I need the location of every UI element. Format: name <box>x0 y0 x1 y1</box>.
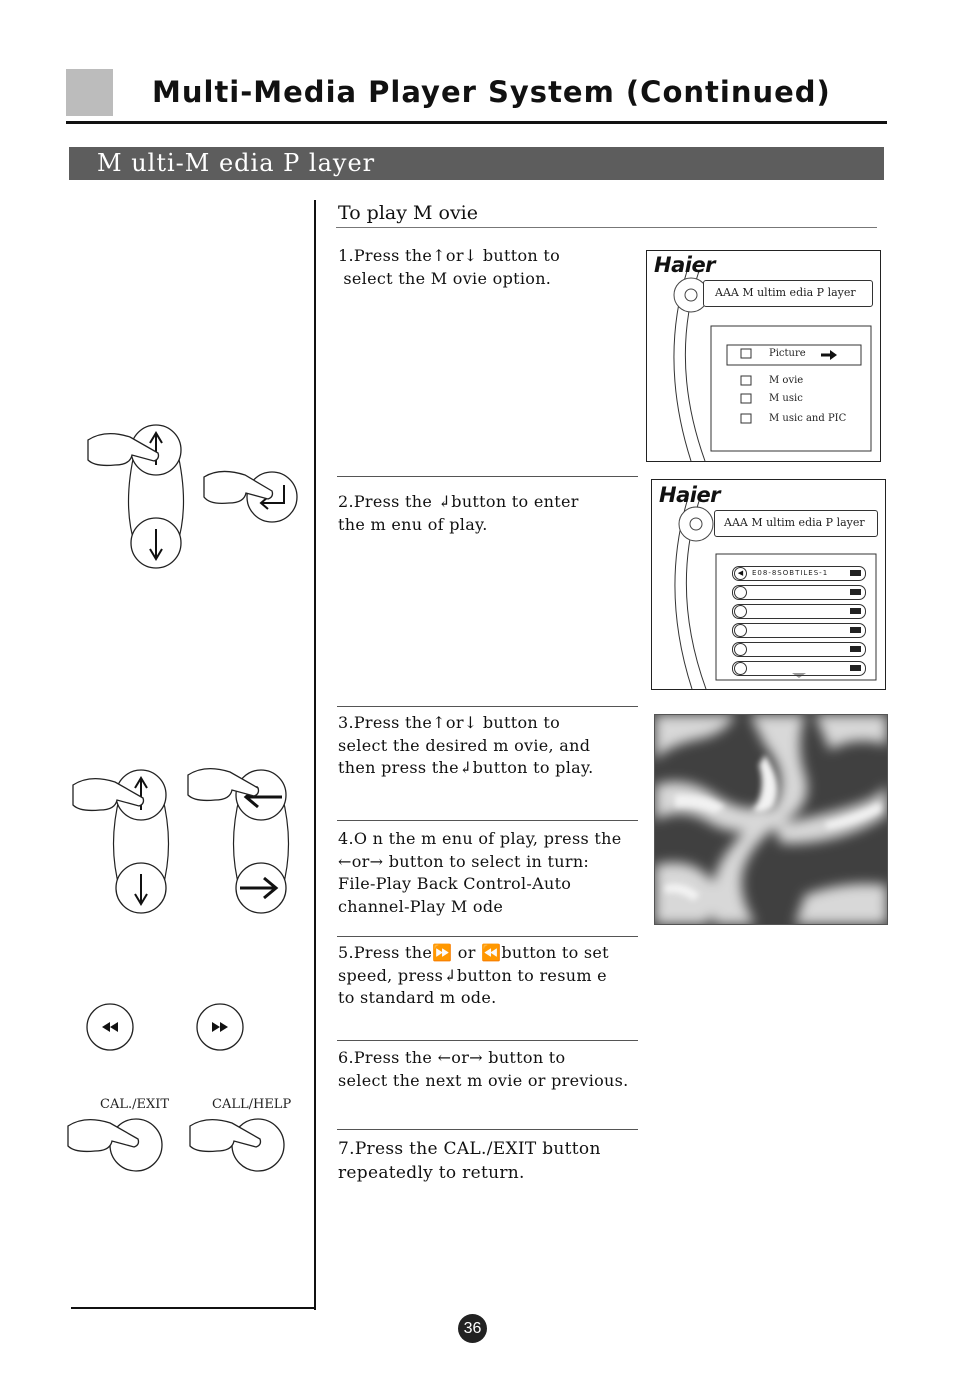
menu-screenshot <box>646 250 881 462</box>
list-item[interactable] <box>732 566 866 581</box>
right-arrow-icon: → <box>369 851 384 871</box>
menu-item-picture: Picture <box>769 348 806 359</box>
file-icon <box>850 570 861 576</box>
enter-icon: ↲ <box>458 758 473 777</box>
title-divider <box>66 121 887 124</box>
subsection-rule <box>336 227 877 228</box>
page-number: 36 <box>458 1314 487 1343</box>
page-title: Multi-Media Player System (Continued) <box>152 75 831 109</box>
up-arrow-icon: ↑ <box>432 713 446 732</box>
radio-icon <box>734 624 747 637</box>
step-7: 7.Press the CAL./EXIT button repeatedly to return. <box>338 1139 601 1183</box>
list-item[interactable] <box>732 585 866 600</box>
file-icon <box>850 608 861 614</box>
play-icon: ◀ <box>734 567 747 580</box>
list-item[interactable] <box>732 661 866 676</box>
bottom-divider <box>71 1307 316 1309</box>
left-arrow-icon: ← <box>338 851 352 871</box>
enter-icon: ↲ <box>437 492 452 511</box>
step-6: 6.Press the ←or→ button to select the next m ovie or previous. <box>338 1048 629 1090</box>
cal-exit-label: CAL./EXIT <box>100 1097 170 1112</box>
file-list <box>732 566 866 676</box>
haier-logo: Haier <box>659 483 721 507</box>
up-arrow-icon: ↑ <box>432 246 446 265</box>
file-list-screenshot <box>651 479 886 690</box>
file-icon <box>850 589 861 595</box>
section-title: M ulti-M edia P layer <box>97 149 376 177</box>
list-item[interactable] <box>732 623 866 638</box>
step-5: 5.Press the⏩ or ⏪button to set speed, press↲button to resum e to standard m ode. <box>338 943 609 1007</box>
step-divider <box>337 706 638 707</box>
subsection-title: To play M ovie <box>338 202 479 224</box>
banner-text: AAA M ultim edia P layer <box>715 286 856 299</box>
skip-buttons-illustration <box>80 1000 250 1060</box>
title-marker <box>66 69 113 116</box>
menu-item-music-pic: M usic and PIC <box>769 413 847 424</box>
left-arrow-icon: ← <box>437 1048 452 1067</box>
step-1: 1.Press the↑or↓ button to select the M ovie option. <box>338 246 561 288</box>
column-divider <box>314 200 316 1310</box>
step-divider <box>337 820 638 821</box>
file-icon <box>850 665 861 671</box>
fast-forward-icon: ⏩ <box>432 943 453 962</box>
radio-icon <box>734 643 747 656</box>
cal-buttons-illustration <box>60 1112 300 1182</box>
banner-text: AAA M ultim edia P layer <box>724 516 865 529</box>
call-help-label: CALL/HELP <box>212 1097 292 1112</box>
list-item[interactable] <box>732 604 866 619</box>
file-icon <box>850 646 861 652</box>
step-2: 2.Press the ↲button to enter the m enu of play. <box>338 492 579 534</box>
menu-item-movie: M ovie <box>769 375 804 386</box>
up-down-enter-illustration <box>60 415 310 585</box>
step-divider <box>337 1040 638 1041</box>
down-arrow-icon: ↓ <box>463 713 478 732</box>
radio-icon <box>734 662 747 675</box>
right-arrow-icon: → <box>469 1048 483 1067</box>
left-button-icon[interactable] <box>236 770 286 820</box>
step-3: 3.Press the↑or↓ button to select the desired m ovie, and then press the↲button to play. <box>338 713 594 777</box>
step-4: 4.O n the m enu of play, press the ←or→ button to select in turn: File-Play Back Control-Auto channel-Play M ode <box>338 829 622 916</box>
file-icon <box>850 627 861 633</box>
arrow-buttons-illustration <box>60 755 310 925</box>
rewind-icon: ⏪ <box>481 943 502 962</box>
radio-icon <box>734 605 747 618</box>
file-name: E08-8SOBTILES-1 <box>752 569 829 577</box>
list-item[interactable] <box>732 642 866 657</box>
step-divider <box>337 936 638 937</box>
step-divider <box>337 1129 638 1130</box>
cloud-texture <box>655 715 887 924</box>
step-divider <box>337 476 638 477</box>
menu-item-music: M usic <box>769 393 803 404</box>
haier-logo: Haier <box>654 253 716 277</box>
enter-icon: ↲ <box>443 965 457 985</box>
movie-playback-image <box>654 714 888 925</box>
radio-icon <box>734 586 747 599</box>
down-arrow-icon: ↓ <box>463 246 478 265</box>
